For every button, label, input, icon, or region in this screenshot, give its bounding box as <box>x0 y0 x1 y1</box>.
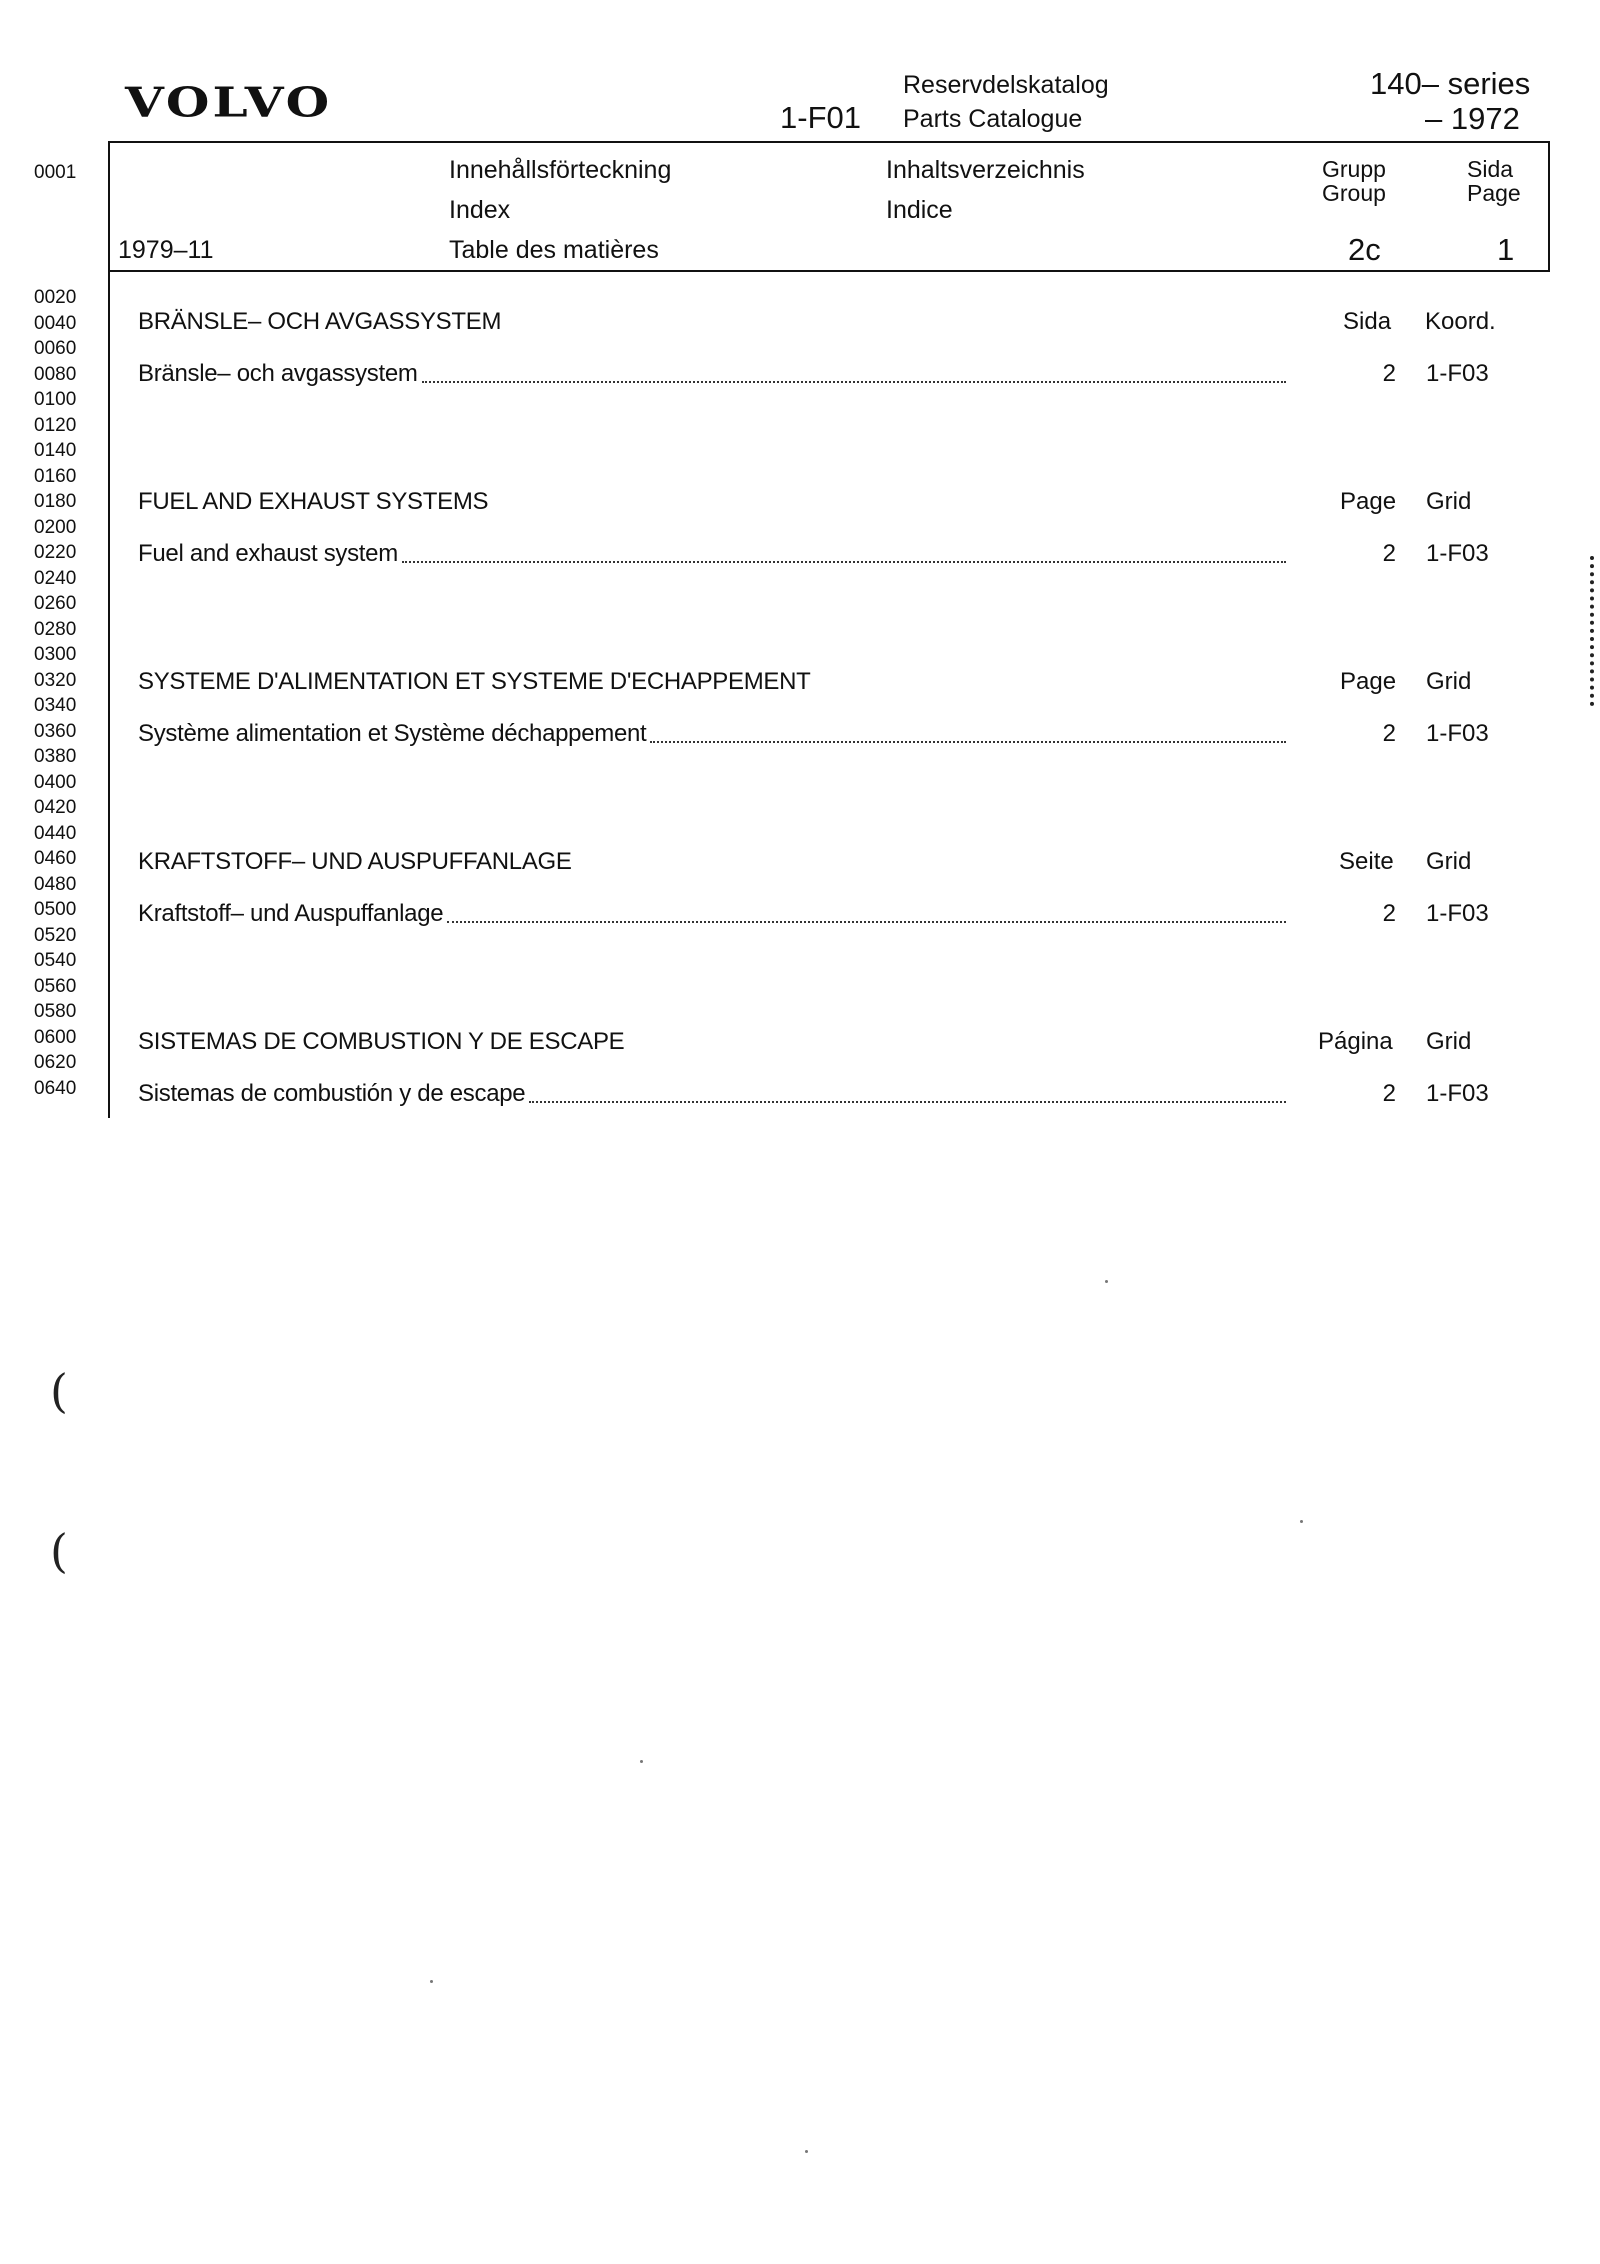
line-code: 0420 <box>34 797 77 818</box>
page-column-header: Sida <box>1343 308 1392 335</box>
line-code: 0060 <box>34 338 77 359</box>
frame-top-rule <box>108 141 1550 143</box>
group-label-sv: Grupp <box>1322 156 1386 182</box>
line-code: 0240 <box>34 567 77 589</box>
catalog-code: 1-F01 <box>780 100 861 135</box>
index-entry[interactable] <box>138 542 1286 566</box>
row-code: 0001 <box>34 162 77 183</box>
grid-column-header: Grid <box>1426 1028 1472 1055</box>
line-code: 0100 <box>34 389 77 410</box>
title-fr: Table des matières <box>449 236 659 264</box>
line-code: 0560 <box>34 975 77 997</box>
line-code: 0180 <box>34 491 77 512</box>
entry-label: Kraftstoff– und Auspuffanlage <box>138 900 444 927</box>
page-column-header: Página <box>1318 1028 1393 1055</box>
line-code: 0300 <box>34 644 77 665</box>
line-code: 0160 <box>34 465 77 487</box>
leader-dots <box>402 560 1286 563</box>
line-code: 0600 <box>34 1026 77 1048</box>
binding-holes <box>1590 556 1600 706</box>
scan-speck <box>805 2150 808 2153</box>
frame-left-rule <box>108 141 110 1118</box>
line-code: 0400 <box>34 771 77 793</box>
index-entry[interactable] <box>138 362 1286 386</box>
entry-page: 2 <box>1382 720 1396 747</box>
section-heading: FUEL AND EXHAUST SYSTEMS <box>138 488 489 515</box>
title-en: Index <box>449 196 511 224</box>
section-heading: SYSTEME D'ALIMENTATION ET SYSTEME D'ECHAPPEMENT <box>138 668 811 695</box>
page-column-header: Seite <box>1339 848 1394 875</box>
line-code: 0460 <box>34 848 77 869</box>
section-heading: SISTEMAS DE COMBUSTION Y DE ESCAPE <box>138 1028 625 1055</box>
entry-page: 2 <box>1382 360 1396 387</box>
line-code: 0020 <box>34 287 77 308</box>
entry-page: 2 <box>1382 540 1396 567</box>
line-code: 0260 <box>34 593 77 614</box>
entry-grid: 1-F03 <box>1426 720 1489 747</box>
series-year: – 1972 <box>1425 101 1520 136</box>
section-heading: KRAFTSTOFF– UND AUSPUFFANLAGE <box>138 848 572 875</box>
series-label: 140– series <box>1370 66 1531 101</box>
line-code: 0280 <box>34 618 77 640</box>
scan-speck <box>1300 1520 1303 1523</box>
index-entry[interactable] <box>138 1082 1286 1106</box>
leader-dots <box>529 1100 1286 1103</box>
leader-dots <box>447 920 1286 923</box>
title-sv: Innehållsförteckning <box>449 156 672 184</box>
page-column-header: Page <box>1340 488 1397 515</box>
line-code: 0480 <box>34 873 77 895</box>
entry-grid: 1-F03 <box>1426 360 1489 387</box>
page-column-header: Page <box>1340 668 1397 695</box>
margin-mark: ( <box>50 1524 68 1578</box>
issue-date: 1979–11 <box>118 236 214 264</box>
catalog-title-en: Parts Catalogue <box>903 105 1083 133</box>
title-de: Inhaltsverzeichnis <box>886 156 1085 184</box>
line-code: 0040 <box>34 312 77 334</box>
line-code: 0440 <box>34 822 77 844</box>
index-entry[interactable] <box>138 902 1286 926</box>
margin-mark: ( <box>50 1364 68 1418</box>
group-label-en: Group <box>1322 180 1386 206</box>
entry-grid: 1-F03 <box>1426 1080 1489 1107</box>
scan-speck <box>1105 1280 1108 1283</box>
section-heading: BRÄNSLE– OCH AVGASSYSTEM <box>138 308 502 335</box>
line-code: 0200 <box>34 516 77 538</box>
scan-speck <box>430 1980 433 1983</box>
line-code: 0520 <box>34 924 77 946</box>
page-label-en: Page <box>1467 180 1521 206</box>
line-code: 0220 <box>34 542 77 563</box>
page-value: 1 <box>1497 232 1515 267</box>
page-label-sv: Sida <box>1467 156 1514 182</box>
group-value: 2c <box>1348 232 1381 267</box>
entry-label: Système alimentation et Système déchappement <box>138 720 647 747</box>
line-code: 0120 <box>34 414 77 436</box>
leader-dots <box>650 740 1286 743</box>
line-code: 0620 <box>34 1052 77 1073</box>
line-code: 0320 <box>34 669 77 691</box>
entry-grid: 1-F03 <box>1426 540 1489 567</box>
line-code: 0640 <box>34 1077 77 1099</box>
grid-column-header: Koord. <box>1425 308 1496 335</box>
entry-grid: 1-F03 <box>1426 900 1489 927</box>
line-code: 0500 <box>34 899 77 920</box>
grid-column-header: Grid <box>1426 488 1472 515</box>
index-entry[interactable] <box>138 722 1286 746</box>
entry-page: 2 <box>1382 1080 1396 1107</box>
entry-page: 2 <box>1382 900 1396 927</box>
leader-dots <box>422 380 1286 383</box>
line-code: 0360 <box>34 720 77 742</box>
catalog-title-sv: Reservdelskatalog <box>903 71 1109 99</box>
line-code: 0140 <box>34 440 77 461</box>
entry-label: Bränsle– och avgassystem <box>138 360 418 387</box>
line-code: 0380 <box>34 746 77 767</box>
entry-label: Fuel and exhaust system <box>138 540 398 567</box>
scan-speck <box>640 1760 643 1763</box>
line-code: 0080 <box>34 363 77 385</box>
volvo-logo: VOLVO <box>125 77 333 127</box>
line-code: 0540 <box>34 950 77 971</box>
line-code: 0340 <box>34 695 77 716</box>
title-block-divider <box>108 270 1550 272</box>
grid-column-header: Grid <box>1426 668 1472 695</box>
title-it: Indice <box>886 196 953 224</box>
frame-right-rule <box>1548 141 1550 272</box>
entry-label: Sistemas de combustión y de escape <box>138 1080 526 1107</box>
grid-column-header: Grid <box>1426 848 1472 875</box>
line-code: 0580 <box>34 1001 77 1022</box>
